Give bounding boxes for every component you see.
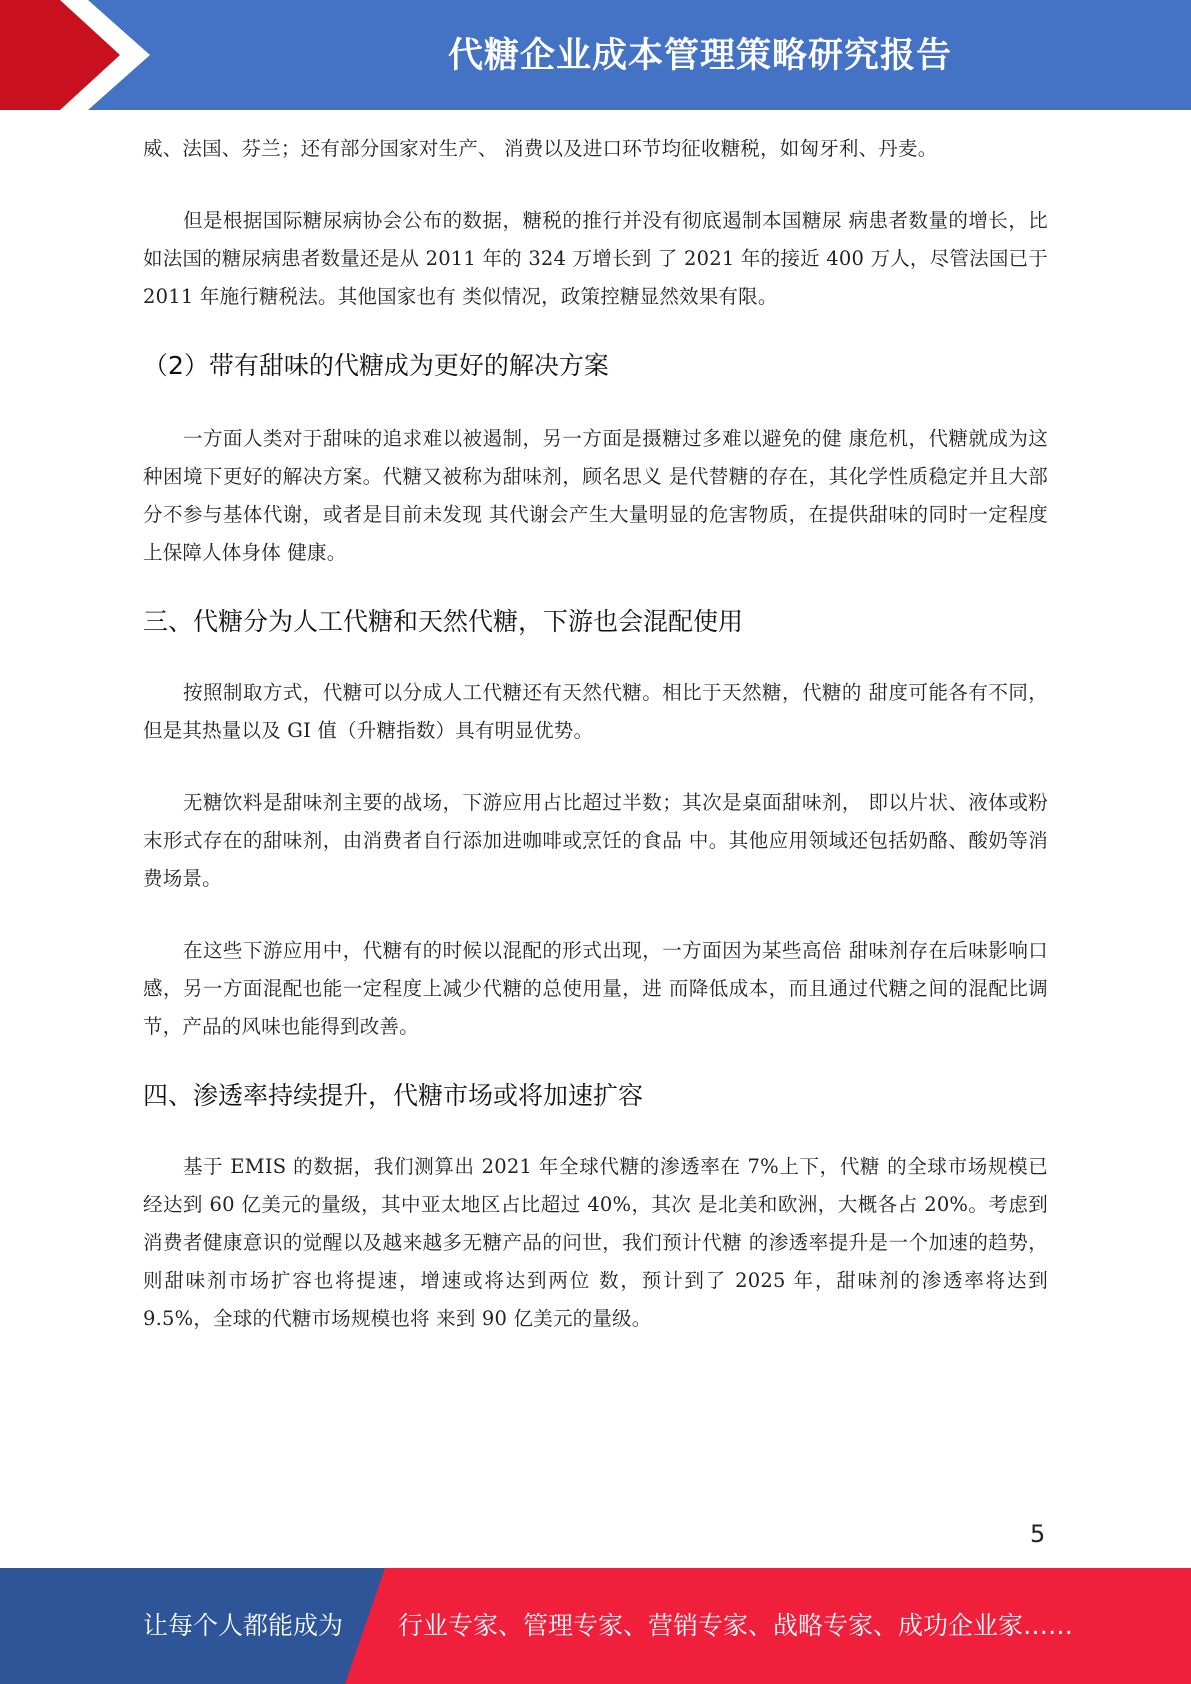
paragraph-downstream: 无糖饮料是甜味剂主要的战场，下游应用占比超过半数；其次是桌面甜味剂， 即以片状、液体或粉末形式存在的甜味剂，由消费者自行添加进咖啡或烹饪的食品 中。其他应用领域还包括奶酪、酸奶等消费场景。 (143, 791, 1048, 890)
page-footer (0, 1568, 1191, 1684)
footer-slogan-right: 行业专家、管理专家、营销专家、战略专家、成功企业家…… (398, 1611, 1074, 1640)
paragraph-blending: 在这些下游应用中，代糖有的时候以混配的形式出现，一方面因为某些高倍 甜味剂存在后味影响口感，另一方面混配也能一定程度上减少代糖的总使用量，进 而降低成本，而且通过代糖之间的混配比调节，产品的风味也能得到改善。 (143, 939, 1048, 1038)
footer-slogan-left: 让每个人都能成为 (143, 1611, 344, 1640)
section-heading-types: 三、代糖分为人工代糖和天然代糖，下游也会混配使用 (143, 607, 744, 636)
page-header (0, 0, 1191, 110)
report-body (143, 130, 1048, 1338)
section-heading-sweetener-solution: （2）带有甜味的代糖成为更好的解决方案 (143, 351, 609, 380)
section-heading-penetration: 四、渗透率持续提升，代糖市场或将加速扩容 (143, 1081, 644, 1110)
paragraph-types: 按照制取方式，代糖可以分成人工代糖还有天然代糖。相比于天然糖，代糖的 甜度可能各有不同，但是其热量以及 GI 值（升糖指数）具有明显优势。 (143, 681, 1048, 742)
paragraph-diabetes-data: 但是根据国际糖尿病协会公布的数据，糖税的推行并没有彻底遏制本国糖尿 病患者数量的增长，比如法国的糖尿病患者数量还是从 2011 年的 324 万增长到 了 2021 年的接近 400 万人，尽管法国已于 2011 年施行糖税法。其他国家也有 类似情况，政策控糖显然效果有限。 (143, 209, 1048, 308)
paragraph-sweetener-solution: 一方面人类对于甜味的追求难以被遏制，另一方面是摄糖过多难以避免的健 康危机，代糖就成为这种困境下更好的解决方案。代糖又被称为甜味剂，顾名思义 是代替糖的存在，其化学性质稳定并且大部分不参与基体代谢，或者是目前未发现 其代谢会产生大量明显的危害物质，在提供甜味的同时一定程度上保障人体身体 健康。 (143, 427, 1048, 564)
paragraph-penetration: 基于 EMIS 的数据，我们测算出 2021 年全球代糖的渗透率在 7%上下，代糖 的全球市场规模已经达到 60 亿美元的量级，其中亚太地区占比超过 40%，其次 是北美和欧洲，大概各占 20%。考虑到消费者健康意识的觉醒以及越来越多无糖产品的问世，我们预计代糖 的渗透率提升是一个加速的趋势，则甜味剂市场扩容也将提速，增速或将达到两位 数，预计到了 2025 年，甜味剂的渗透率将达到 9.5%，全球的代糖市场规模也将 来到 90 亿美元的量级。 (143, 1155, 1048, 1330)
page-title: 代糖企业成本管理策略研究报告 (447, 36, 952, 76)
page-number: 5 (1030, 1520, 1046, 1548)
paragraph-continuation: 威、法国、芬兰；还有部分国家对生产、 消费以及进口环节均征收糖税，如匈牙利、丹麦。 (143, 137, 938, 160)
